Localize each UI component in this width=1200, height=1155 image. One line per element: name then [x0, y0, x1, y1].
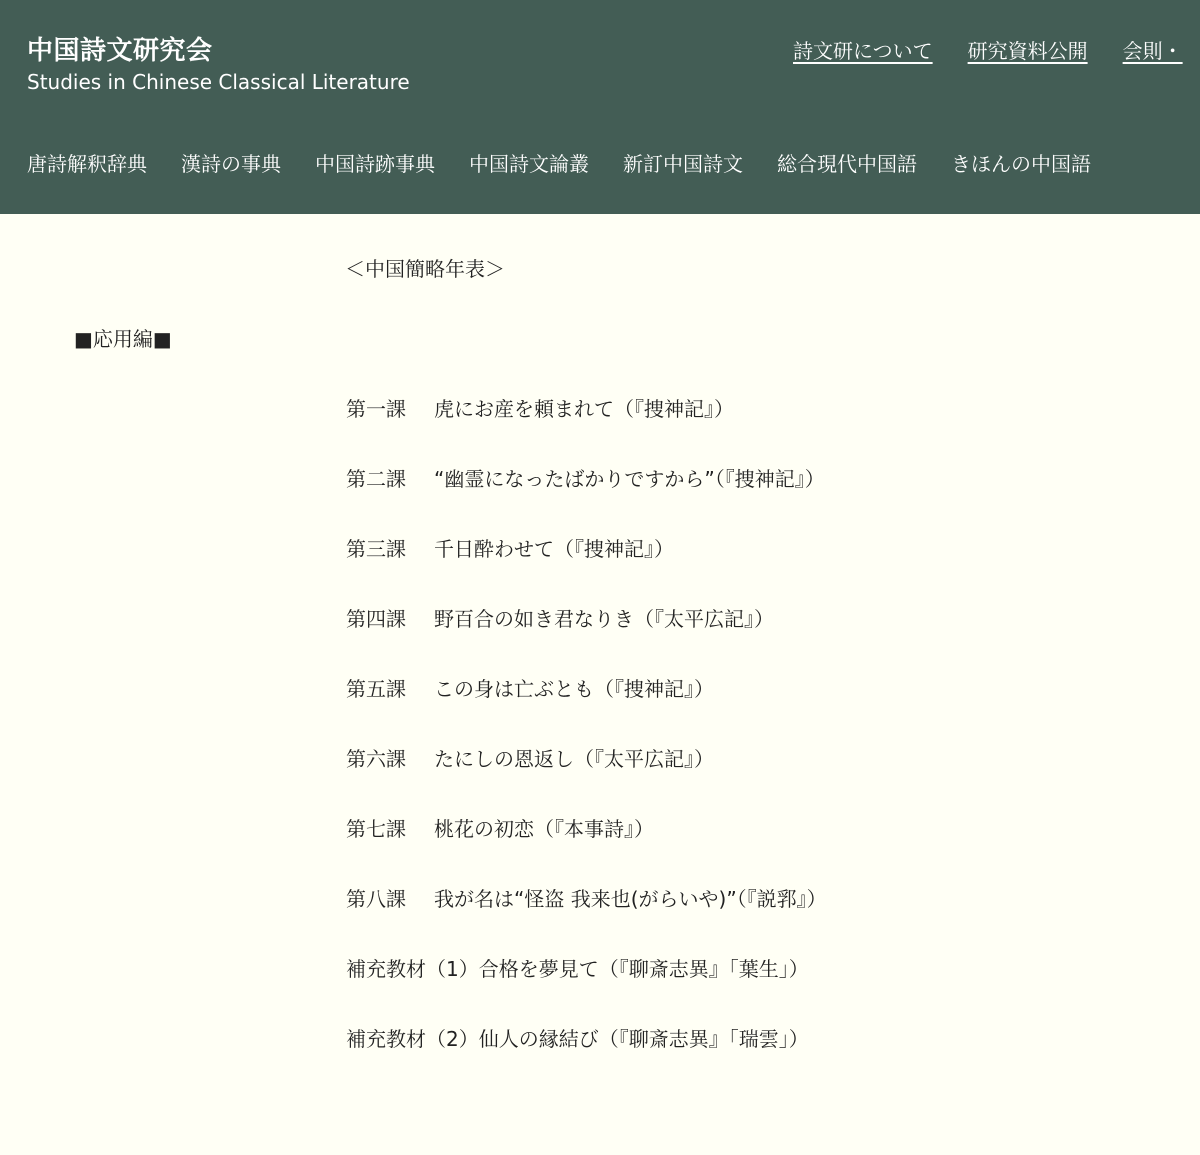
list-item[interactable] — [346, 953, 827, 1023]
site-subtitle: Studies in Chinese Classical Literature — [27, 70, 410, 94]
nav-item-modern-chinese[interactable]: 総合現代中国語 — [777, 152, 917, 176]
lesson-title: 虎にお産を頼まれて（『捜神記』） — [434, 397, 734, 421]
top-link-about[interactable]: 詩文研について — [793, 39, 933, 63]
lesson-number: 第三課 — [346, 537, 406, 561]
lesson-number: 第七課 — [346, 817, 406, 841]
lesson-title: この身は亡ぶとも（『捜神記』） — [434, 677, 714, 701]
nav-item-revised-poetry[interactable]: 新訂中国詩文 — [623, 152, 743, 176]
lesson-number: 第二課 — [346, 467, 406, 491]
section-heading: ■応用編■ — [74, 327, 172, 351]
lesson-title: 千日酔わせて（『捜神記』） — [434, 537, 674, 561]
top-link-rules[interactable]: 会則・ — [1122, 39, 1183, 63]
lesson-number: 第六課 — [346, 747, 406, 771]
lesson-number: 補充教材（2） — [346, 1027, 479, 1051]
list-item[interactable] — [346, 603, 827, 673]
nav-item-poetry-sites[interactable]: 中国詩跡事典 — [315, 152, 435, 176]
chronology-link[interactable]: ＜中国簡略年表＞ — [345, 257, 505, 281]
main-nav — [27, 148, 1091, 177]
nav-item-basic-chinese[interactable]: きほんの中国語 — [951, 152, 1091, 176]
lesson-title: “幽霊になったばかりですから”（『捜神記』） — [434, 467, 825, 491]
lesson-number: 第一課 — [346, 397, 406, 421]
list-item[interactable] — [346, 393, 827, 463]
lesson-title: 桃花の初恋（『本事詩』） — [434, 817, 654, 841]
lesson-list — [346, 393, 827, 1093]
lesson-title: 我が名は“怪盗 我来也(がらいや)”（『説郛』） — [434, 887, 827, 911]
list-item[interactable] — [346, 813, 827, 883]
lesson-title: 仙人の縁結び（『聊斎志異』「瑞雲」） — [478, 1027, 809, 1051]
lesson-number: 第四課 — [346, 607, 406, 631]
nav-item-tangshi-dictionary[interactable]: 唐詩解釈辞典 — [27, 152, 147, 176]
nav-item-poetry-essays[interactable]: 中国詩文論叢 — [469, 152, 589, 176]
lesson-title: たにしの恩返し（『太平広記』） — [434, 747, 714, 771]
lesson-title: 野百合の如き君なりき（『太平広記』） — [434, 607, 774, 631]
list-item[interactable] — [346, 743, 827, 813]
list-item[interactable] — [346, 463, 827, 533]
lesson-number: 第五課 — [346, 677, 406, 701]
list-item[interactable] — [346, 533, 827, 603]
list-item[interactable] — [346, 1023, 827, 1093]
top-nav — [793, 35, 1183, 64]
top-link-resources[interactable]: 研究資料公開 — [967, 39, 1088, 63]
nav-item-kanshi-encyclopedia[interactable]: 漢詩の事典 — [181, 152, 281, 176]
site-title[interactable]: 中国詩文研究会 — [27, 36, 213, 66]
lesson-number: 第八課 — [346, 887, 406, 911]
lesson-number: 補充教材（1） — [346, 957, 479, 981]
list-item[interactable] — [346, 673, 827, 743]
list-item[interactable] — [346, 883, 827, 953]
site-header — [0, 0, 1200, 214]
lesson-title: 合格を夢見て（『聊斎志異』「葉生」） — [478, 957, 809, 981]
